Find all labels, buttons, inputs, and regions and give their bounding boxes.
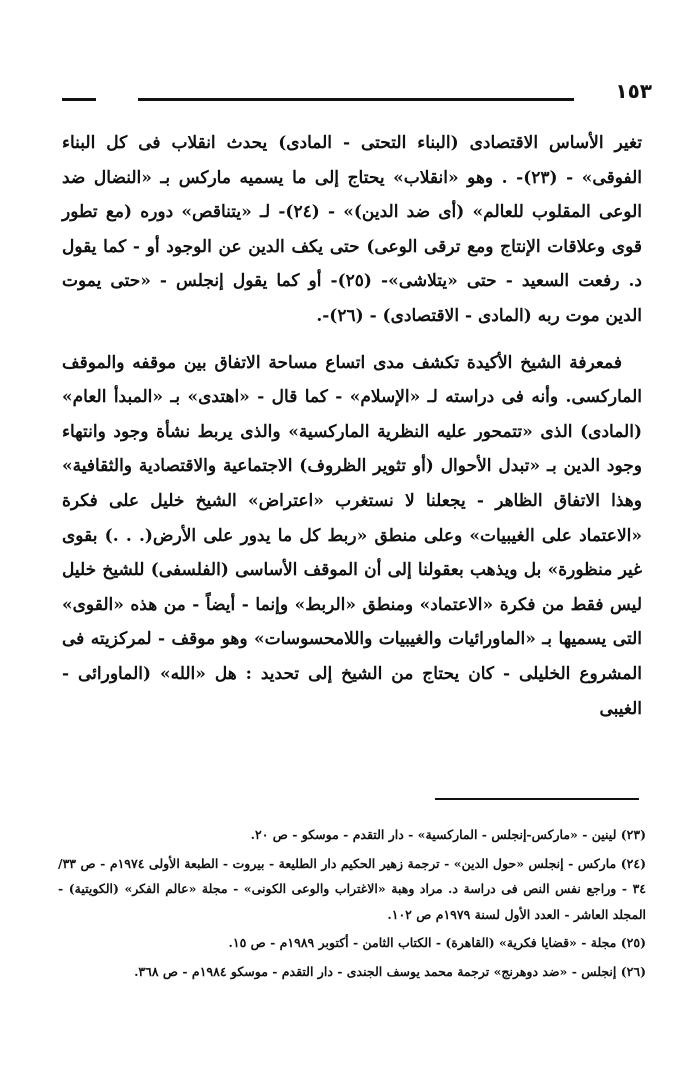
footnote-26: (٢٦) إنجلس - «ضد دوهرنج» ترجمة محمد يوسف الجندى - دار التقدم - موسكو ١٩٨٤م - ص ٣٦٨. — [134, 963, 646, 979]
footnote-25: (٢٥) مجلة - «قضايا فكرية» (القاهرة) - الكتاب الثامن - أكتوبر ١٩٨٩م - ص ١٥. — [228, 935, 646, 950]
footnote-23: (٢٣) لينين - «ماركس-إنجلس - الماركسية» - دار التقدم - موسكو - ص ٢٠. — [250, 827, 646, 842]
footnote-separator — [435, 798, 639, 800]
paragraph-1: تغير الأساس الاقتصادى (البناء التحتى - المادى) يحدث انقلاب فى كل البناء الفوقى» - (٢٣)- . وهو «انقلاب» يحتاج إلى ما يسميه ماركس بـ «النضال ضد الوعى المقلوب للعالم» (أى ضد الدين)» - (٢٤)- لـ «يتناقص» دوره (مع تطور قوى وعلاقات الإنتاج ومع ترقى الوعى) حتى يكف الدين عن الوجود أو - كما يقول د. رفعت السعيد - حتى «يتلاشى»- (٢٥)- أو كما يقول إنجلس - «حتى يموت الدين موت ربه (المادى - الاقتصادى) - (٢٦)-. — [62, 133, 643, 326]
header-rule — [138, 98, 574, 101]
footnotes — [58, 822, 646, 987]
paragraph-2: فمعرفة الشيخ الأكيدة تكشف مدى اتساع مساحة الاتفاق بين موقفه والموقف الماركسى. وأنه فى دراسته لـ «الإسلام» - كما قال - «اهتدى» بـ «المبدأ العام» (المادى) الذى «تتمحور عليه النظرية الماركسية» والذى يربط نشأة وجود وانتهاء وجود الدين بـ «تبدل الأحوال (أو تثوير الظروف) الاجتماعية والاقتصادية والثقافية» وهذا الاتفاق الظاهر - يجعلنا لا نستغرب «اعتراض» الشيخ خليل على فكرة «الاعتماد على الغيبيات» وعلى منطق «ربط كل ما يدور على الأرض(. . .) بقوى غير منظورة» بل ويذهب بعقولنا إلى أن الموقف الأساسى (الفلسفى) للشيخ خليل ليس فقط من فكرة «الاعتماد» ومنطق «الربط» وإنما - أيضاً - من هذه «القوى» التى يسميها بـ «الماورائيات والغيبيات واللامحسوسات» وهو موقف - لمركزيته فى المشروع الخليلى - كان يحتاج من الشيخ إلى تحديد : هل «الله» (الماورائى - الغيبى — [62, 352, 642, 719]
header-rule-short — [62, 98, 96, 101]
page-header — [62, 80, 652, 110]
page-number: ١٥٣ — [615, 79, 652, 103]
footnote-24: (٢٤) ماركس - إنجلس «حول الدين» - ترجمة زهير الحكيم دار الطليعة - بيروت - الطبعة الأولى ١٩٧٤م - ص ٣٣/ ٣٤ - وراجع نفس النص فى دراسة د. مراد وهبة «الاغتراب والوعى الكونى» - مجلة «عالم الفكر» (الكويتية) - المجلد العاشر - العدد الأول لسنة ١٩٧٩م ص ١٠٢. — [58, 855, 646, 922]
main-text — [62, 126, 642, 726]
